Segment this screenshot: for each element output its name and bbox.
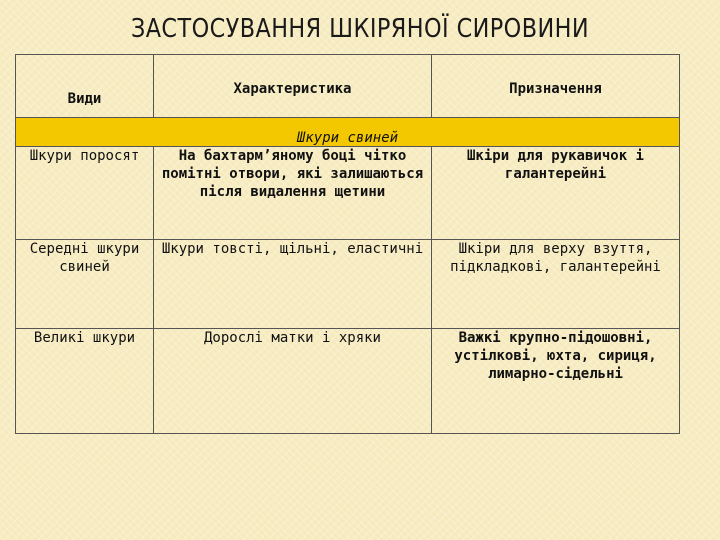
leather-raw-material-table xyxy=(15,54,680,434)
page-title: ЗАСТОСУВАННЯ ШКІРЯНОЇ СИРОВИНИ xyxy=(130,14,590,44)
cell-purpose: Важкі крупно-підошовні, устілкові, юхта, сириця, лимарно-сідельні xyxy=(432,329,680,434)
cell-purpose: Шкіри для рукавичок і галантерейні xyxy=(432,147,680,240)
header-types: Види xyxy=(16,55,154,118)
table-row xyxy=(16,147,680,240)
cell-description: Дорослі матки і хряки xyxy=(154,329,432,434)
table-row xyxy=(16,240,680,329)
header-characteristic: Характеристика xyxy=(154,55,432,118)
cell-description: Шкури товсті, щільні, еластичні xyxy=(154,240,432,329)
cell-description: На бахтарм’яному боці чітко помітні отвори, які залишаються після видалення щетини xyxy=(154,147,432,240)
cell-type: Середні шкури свиней xyxy=(16,240,154,329)
section-label: Шкури свиней xyxy=(16,118,680,147)
cell-type: Шкури поросят xyxy=(16,147,154,240)
table-header-row xyxy=(16,55,680,118)
table-row xyxy=(16,329,680,434)
cell-type: Великі шкури xyxy=(16,329,154,434)
section-row xyxy=(16,118,680,147)
cell-purpose: Шкіри для верху взуття, підкладкові, галантерейні xyxy=(432,240,680,329)
header-purpose: Призначення xyxy=(432,55,680,118)
